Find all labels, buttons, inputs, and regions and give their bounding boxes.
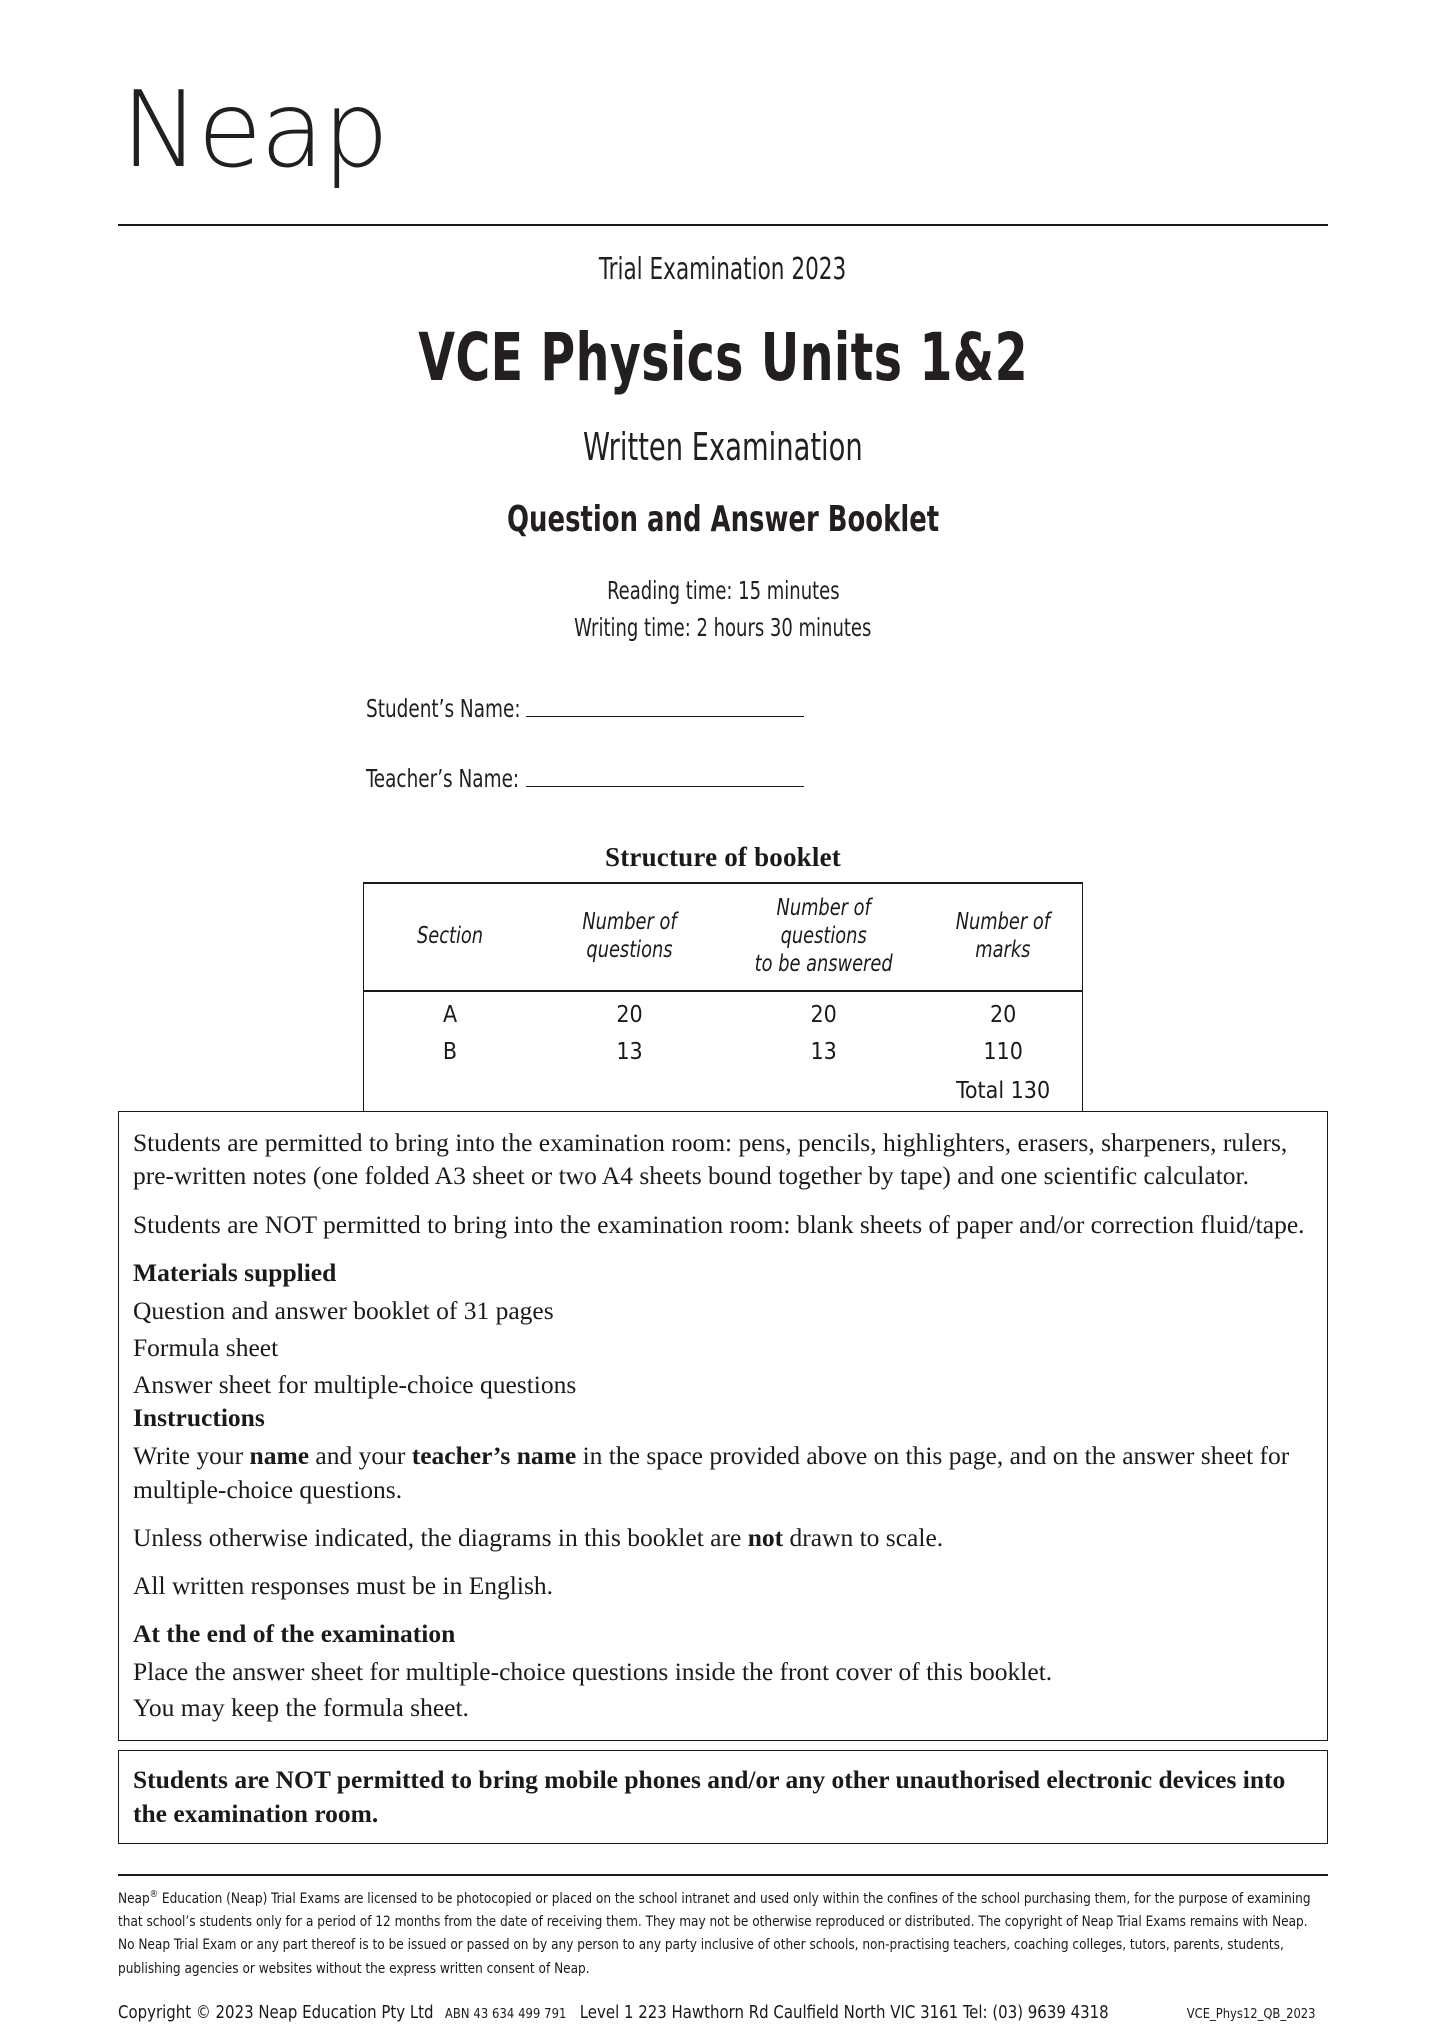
cell-empty — [364, 1071, 537, 1112]
end-instruction-2: You may keep the formula sheet. — [133, 1693, 469, 1723]
page-title: VCE Physics Units 1&2 — [418, 319, 1028, 396]
page-footer — [118, 1874, 1328, 2024]
reading-time-line: Reading time: 15 minutes — [606, 576, 840, 606]
col-header-to-be-answered: Number of questions to be answered — [723, 883, 924, 991]
neap-logo-text: Neap — [121, 69, 388, 191]
name-fields — [118, 690, 1328, 814]
student-name-input[interactable] — [526, 690, 804, 717]
cell-total-marks: Total 130 — [956, 1077, 1051, 1104]
trial-exam-line: Trial Examination 2023 — [599, 252, 847, 287]
text-fragment: drawn to scale. — [783, 1522, 944, 1552]
text-fragment: in the space provided above on this page, and on the answer sheet for multiple-choice questions. — [133, 1441, 1290, 1504]
table-header — [364, 883, 1083, 991]
cell-marks: 110 — [983, 1038, 1023, 1065]
footer-divider-rule — [118, 1874, 1328, 1876]
end-of-examination-heading: At the end of the examination — [133, 1618, 456, 1648]
instruction-english: All written responses must be in English. — [133, 1570, 554, 1600]
page-content — [118, 0, 1328, 2023]
list-item: Answer sheet for multiple-choice questions — [133, 1370, 577, 1400]
structure-of-booklet-title: Structure of booklet — [605, 841, 841, 872]
cell-to-be-answered: 20 — [810, 1002, 837, 1029]
brand-logo — [118, 0, 1328, 196]
table-header-row — [364, 883, 1083, 991]
table-row — [364, 1034, 1083, 1071]
registered-trademark-icon: ® — [149, 1888, 159, 1900]
text-fragment: and your — [309, 1441, 412, 1471]
text-emphasis: name — [249, 1441, 310, 1471]
student-name-label: Student’s Name: — [366, 693, 521, 723]
materials-supplied-list — [133, 1294, 1309, 1401]
cell-empty — [536, 1071, 723, 1112]
copyright-line — [118, 2003, 1325, 2023]
teacher-name-row — [366, 760, 1328, 814]
text-fragment: Write your — [133, 1441, 250, 1471]
materials-supplied-heading: Materials supplied — [133, 1257, 337, 1287]
no-mobile-devices-notice: Students are NOT permitted to bring mobile phones and/or any other unauthorised electronic devices into the examination room. — [118, 1750, 1328, 1843]
written-examination-line: Written Examination — [583, 424, 863, 469]
instruction-not-to-scale — [133, 1521, 1309, 1554]
abn-text: ABN 43 634 499 791 — [444, 2006, 567, 2023]
teacher-name-label: Teacher’s Name: — [366, 763, 520, 793]
cell-to-be-answered: 13 — [810, 1038, 837, 1065]
instructions-heading: Instructions — [133, 1403, 265, 1433]
table-body — [364, 991, 1083, 1111]
copyright-fineprint — [118, 1887, 1322, 1982]
end-instruction-1: Place the answer sheet for multiple-choice questions inside the front cover of this booklet. — [133, 1657, 1053, 1687]
cell-empty — [723, 1071, 924, 1112]
copyright-text: Copyright © 2023 Neap Education Pty Ltd — [118, 2003, 434, 2024]
list-item: Question and answer booklet of 31 pages — [133, 1295, 554, 1325]
cell-number-of-questions: 20 — [616, 1002, 643, 1029]
text-fragment: Unless otherwise indicated, the diagrams in this booklet are — [133, 1522, 748, 1552]
structure-table-wrap — [118, 882, 1328, 1111]
permitted-items-paragraph: Students are permitted to bring into the examination room: pens, pencils, highlighters, erasers, sharpeners, rulers, pre-written notes (one folded A3 sheet or two A4 sheets bound together by tape) and one scientific calculator. — [133, 1128, 1288, 1191]
col-header-section: Section — [364, 883, 537, 991]
table-row — [364, 991, 1083, 1034]
cell-section: B — [442, 1038, 458, 1065]
teacher-name-input[interactable] — [526, 760, 804, 787]
table-total-row — [364, 1071, 1083, 1112]
cell-marks: 20 — [989, 1002, 1017, 1029]
question-answer-booklet-line: Question and Answer Booklet — [506, 499, 940, 541]
instructions-box — [118, 1111, 1328, 1741]
text-emphasis: not — [747, 1522, 784, 1552]
cell-number-of-questions: 13 — [616, 1038, 643, 1065]
exam-times — [118, 573, 1328, 646]
cell-section: A — [442, 1002, 458, 1029]
not-permitted-items-paragraph: Students are NOT permitted to bring into the examination room: blank sheets of paper and/or correction fluid/tape. — [133, 1209, 1305, 1239]
header-divider-rule — [118, 224, 1328, 226]
text-fragment: Neap — [118, 1890, 150, 1907]
structure-of-booklet-table — [363, 882, 1083, 1111]
list-item: Formula sheet — [133, 1332, 279, 1362]
address-text: Level 1 223 Hawthorn Rd Caulfield North VIC 3161 Tel: (03) 9639 4318 — [579, 2003, 1109, 2024]
col-header-number-of-questions: Number of questions — [536, 883, 723, 991]
text-fragment: Education (Neap) Trial Exams are licensed to be photocopied or placed on the school intranet and used only within the confines of the school purchasing them, for the purpose of examining that school’s students only for a period of 12 months from the date of receiving them. They may not be otherwise reproduced or distributed. The copyright of Neap Trial Exams remains with Neap. No Neap Trial Exam or any part thereof is to be issued or passed on by any person to any party inclusive of other schools, non-practising teachers, coaching colleges, tutors, parents, students, publishing agencies or websites without the express written consent of Neap. — [118, 1890, 1311, 1977]
writing-time-line: Writing time: 2 hours 30 minutes — [574, 612, 872, 642]
instruction-write-name — [133, 1439, 1309, 1505]
col-header-number-of-marks: Number of marks — [924, 883, 1082, 991]
text-emphasis: teacher’s name — [411, 1441, 577, 1471]
title-block — [118, 252, 1328, 646]
document-id: VCE_Phys12_QB_2023 — [1186, 2006, 1316, 2023]
student-name-row — [366, 690, 1328, 744]
